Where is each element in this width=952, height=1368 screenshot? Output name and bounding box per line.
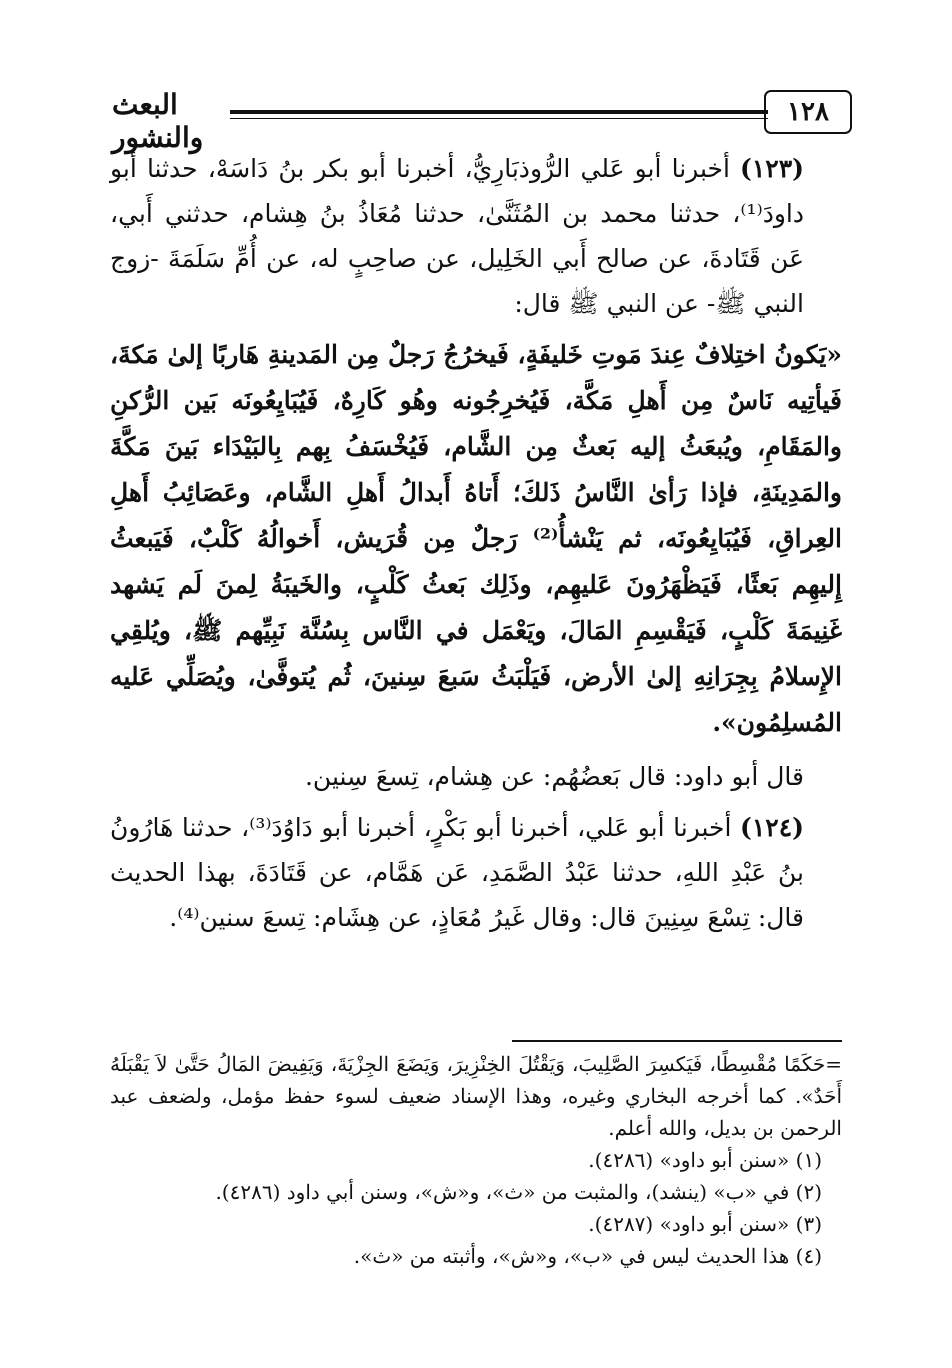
footnote-1: (١) «سنن أبو داود» (٤٢٨٦). [588, 1148, 822, 1172]
footnotes [110, 1048, 842, 1272]
footnote-separator [512, 1040, 842, 1042]
hadith-123-isnad [110, 146, 842, 326]
isnad-text: أخبرنا أبو عَلي الرُّوذبَارِيُّ، أخبرنا أبو بكر بنُ دَاسَهْ، حدثنا أبو داودَ⁽¹⁾، حدثنا محمد بن المُثَنَّىٰ، حدثنا مُعَاذُ بنُ هِشام، حدثني أَبي، عَن قَتَادةَ، عن صالح أَبي الخَلِيل، عن صاحِبٍ له، عن أُمِّ سَلَمَةَ -زوج النبي ﷺ- عن النبي ﷺ قال: [110, 154, 804, 318]
footnote-3: (٣) «سنن أبو داود» (٤٢٨٧). [588, 1212, 822, 1236]
header-rule-thin [230, 118, 768, 119]
main-text [110, 146, 842, 946]
footnote-continuation: =حَكَمًا مُقْسِطًا، فَيَكسِرَ الصَّلِيبَ، وَيَقْتُلَ الخِنْزِيرَ، وَيَضَعَ الجِزْيَةَ، وَيَفِيضَ المَالُ حَتَّىٰ لاَ يَقْبَلَهُ أَحَدٌ». كما أخرجه البخاري وغيره، وهذا الإسناد ضعيف لسوء حفظ مؤمل، ولضعف عبد الرحمن بن بديل، والله أعلم. [110, 1052, 842, 1140]
hadith-123-matn: «يَكونُ اختِلافٌ عِندَ مَوتِ خَليفَةٍ، فَيخرُجُ رَجلٌ مِن المَدينةِ هَاربًا إلىٰ مَكةَ، فَيأتِيه نَاسٌ مِن أَهلِ مَكَّة، فَيُخرِجُونه وهُو كَارِهٌ، فَيُبَايِعُونَه بَين الرُّكنِ والمَقَامِ، ويُبعَثُ إليه بَعثٌ مِن الشَّام، فَيُخْسَفُ بِهم بِالبَيْدَاء بَينَ مَكَّةَ والمَدِينَةِ، فإذا رَأىٰ النَّاسُ ذَلكَ؛ أَتاهُ أَبدالُ أَهلِ الشَّام، وعَصَائِبُ أَهلِ العِراقِ، فَيُبَايِعُونَه، ثم يَنْشأُ⁽²⁾ رَجلٌ مِن قُرَيش، أَخوالُهُ كَلْبٌ، فَيَبعثُ إِليهِم بَعثًا، فَيَظْهَرُونَ عَليهِم، وذَلِك بَعثُ كَلْبٍ، والخَيبَةُ لِمنَ لَم يَشهد غَنِيمَةَ كَلْبٍ، فَيَقْسِمِ المَالَ، ويَعْمَل في النَّاس بِسُنَّة نَبِيِّهم ﷺ، ويُلقِي الإِسلامُ بِجِرَانِهِ إلىٰ الأرض، فَيَلْبَثُ سَبعَ سِنينَ، ثُم يُتوفَّىٰ، ويُصَلِّي عَليه المُسلِمُون». [110, 340, 842, 737]
hadith-124 [110, 805, 842, 940]
hadith-124-text: أخبرنا أبو عَلي، أخبرنا أبو بَكْرٍ، أخبرنا أبو دَاوُدَ⁽³⁾، حدثنا هَارُونُ بنُ عَبْدِ اللهِ، حدثنا عَبْدُ الصَّمَدِ، عَن هَمَّام، عن قَتَادَةَ، بهذا الحديث قال: تِسْعَ سِنِينَ قال: وقال غَيرُ مُعَاذٍ، عن هِشَام: تِسعَ سنين⁽⁴⁾. [110, 813, 804, 932]
page-number: ١٢٨ [764, 90, 852, 134]
footnote-4: (٤) هذا الحديث ليس في «ب»، و«ش»، وأثبته من «ث». [353, 1244, 822, 1268]
footnote-2: (٢) في «ب» (ينشد)، والمثبت من «ث»، و«ش»، وسنن أبي داود (٤٢٨٦). [215, 1180, 822, 1204]
abu-dawud-note: قال أبو داود: قال بَعضُهُم: عن هِشام، تِسعَ سِنين. [304, 762, 804, 791]
page-header [112, 86, 852, 154]
hadith-number: (١٢٣) [740, 154, 804, 183]
header-rule [230, 110, 768, 114]
running-title: البعث والنشور [112, 88, 204, 154]
hadith-number: (١٢٤) [740, 813, 805, 842]
